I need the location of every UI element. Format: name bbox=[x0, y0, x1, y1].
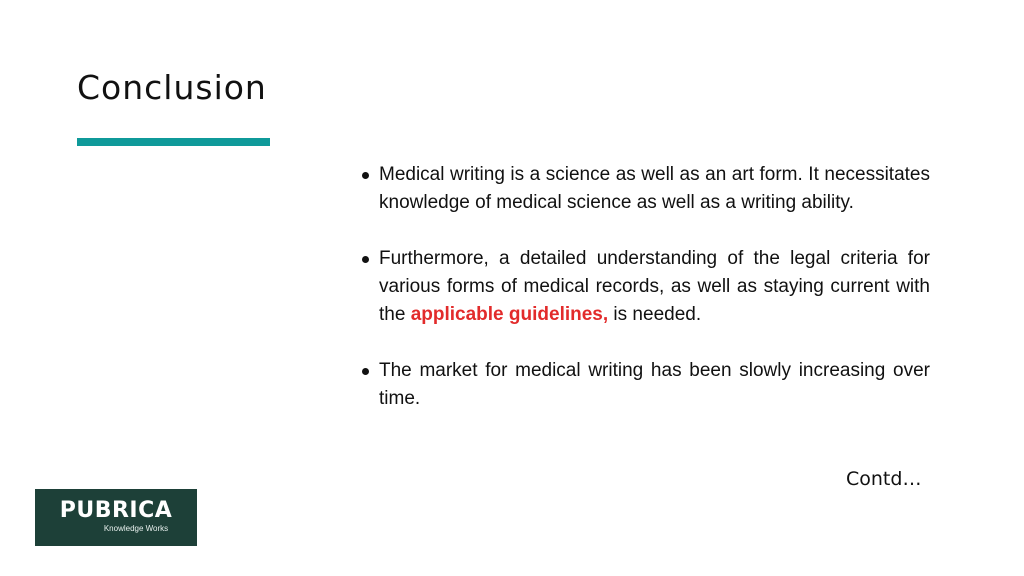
bullet-item bbox=[360, 245, 930, 329]
bullet-text: The market for medical writing has been slowly increasing over time. bbox=[379, 360, 930, 409]
bullet-dot-icon bbox=[362, 256, 369, 263]
bullet-text-end: is needed. bbox=[608, 304, 702, 325]
bullet-item bbox=[360, 161, 930, 217]
highlighted-text: applicable guidelines, bbox=[410, 304, 609, 325]
bullet-text: Medical writing is a science as well as an art form. It necessitates knowledge of medical science as well as a writing ability. bbox=[379, 164, 930, 213]
bullet-list bbox=[360, 161, 930, 441]
continued-label: Contd… bbox=[846, 468, 922, 490]
logo-tagline: Knowledge Works bbox=[103, 524, 169, 533]
bullet-dot-icon bbox=[362, 368, 369, 375]
pubrica-logo bbox=[35, 489, 197, 546]
bullet-dot-icon bbox=[362, 172, 369, 179]
bullet-item bbox=[360, 357, 930, 413]
title-underline bbox=[77, 138, 270, 146]
bullet-text: Furthermore, a detailed understanding of the legal criteria for various forms of medical records, as well as staying current with the bbox=[379, 248, 930, 325]
logo-wordmark: PUBRICA bbox=[59, 498, 173, 523]
slide-title: Conclusion bbox=[77, 68, 267, 107]
